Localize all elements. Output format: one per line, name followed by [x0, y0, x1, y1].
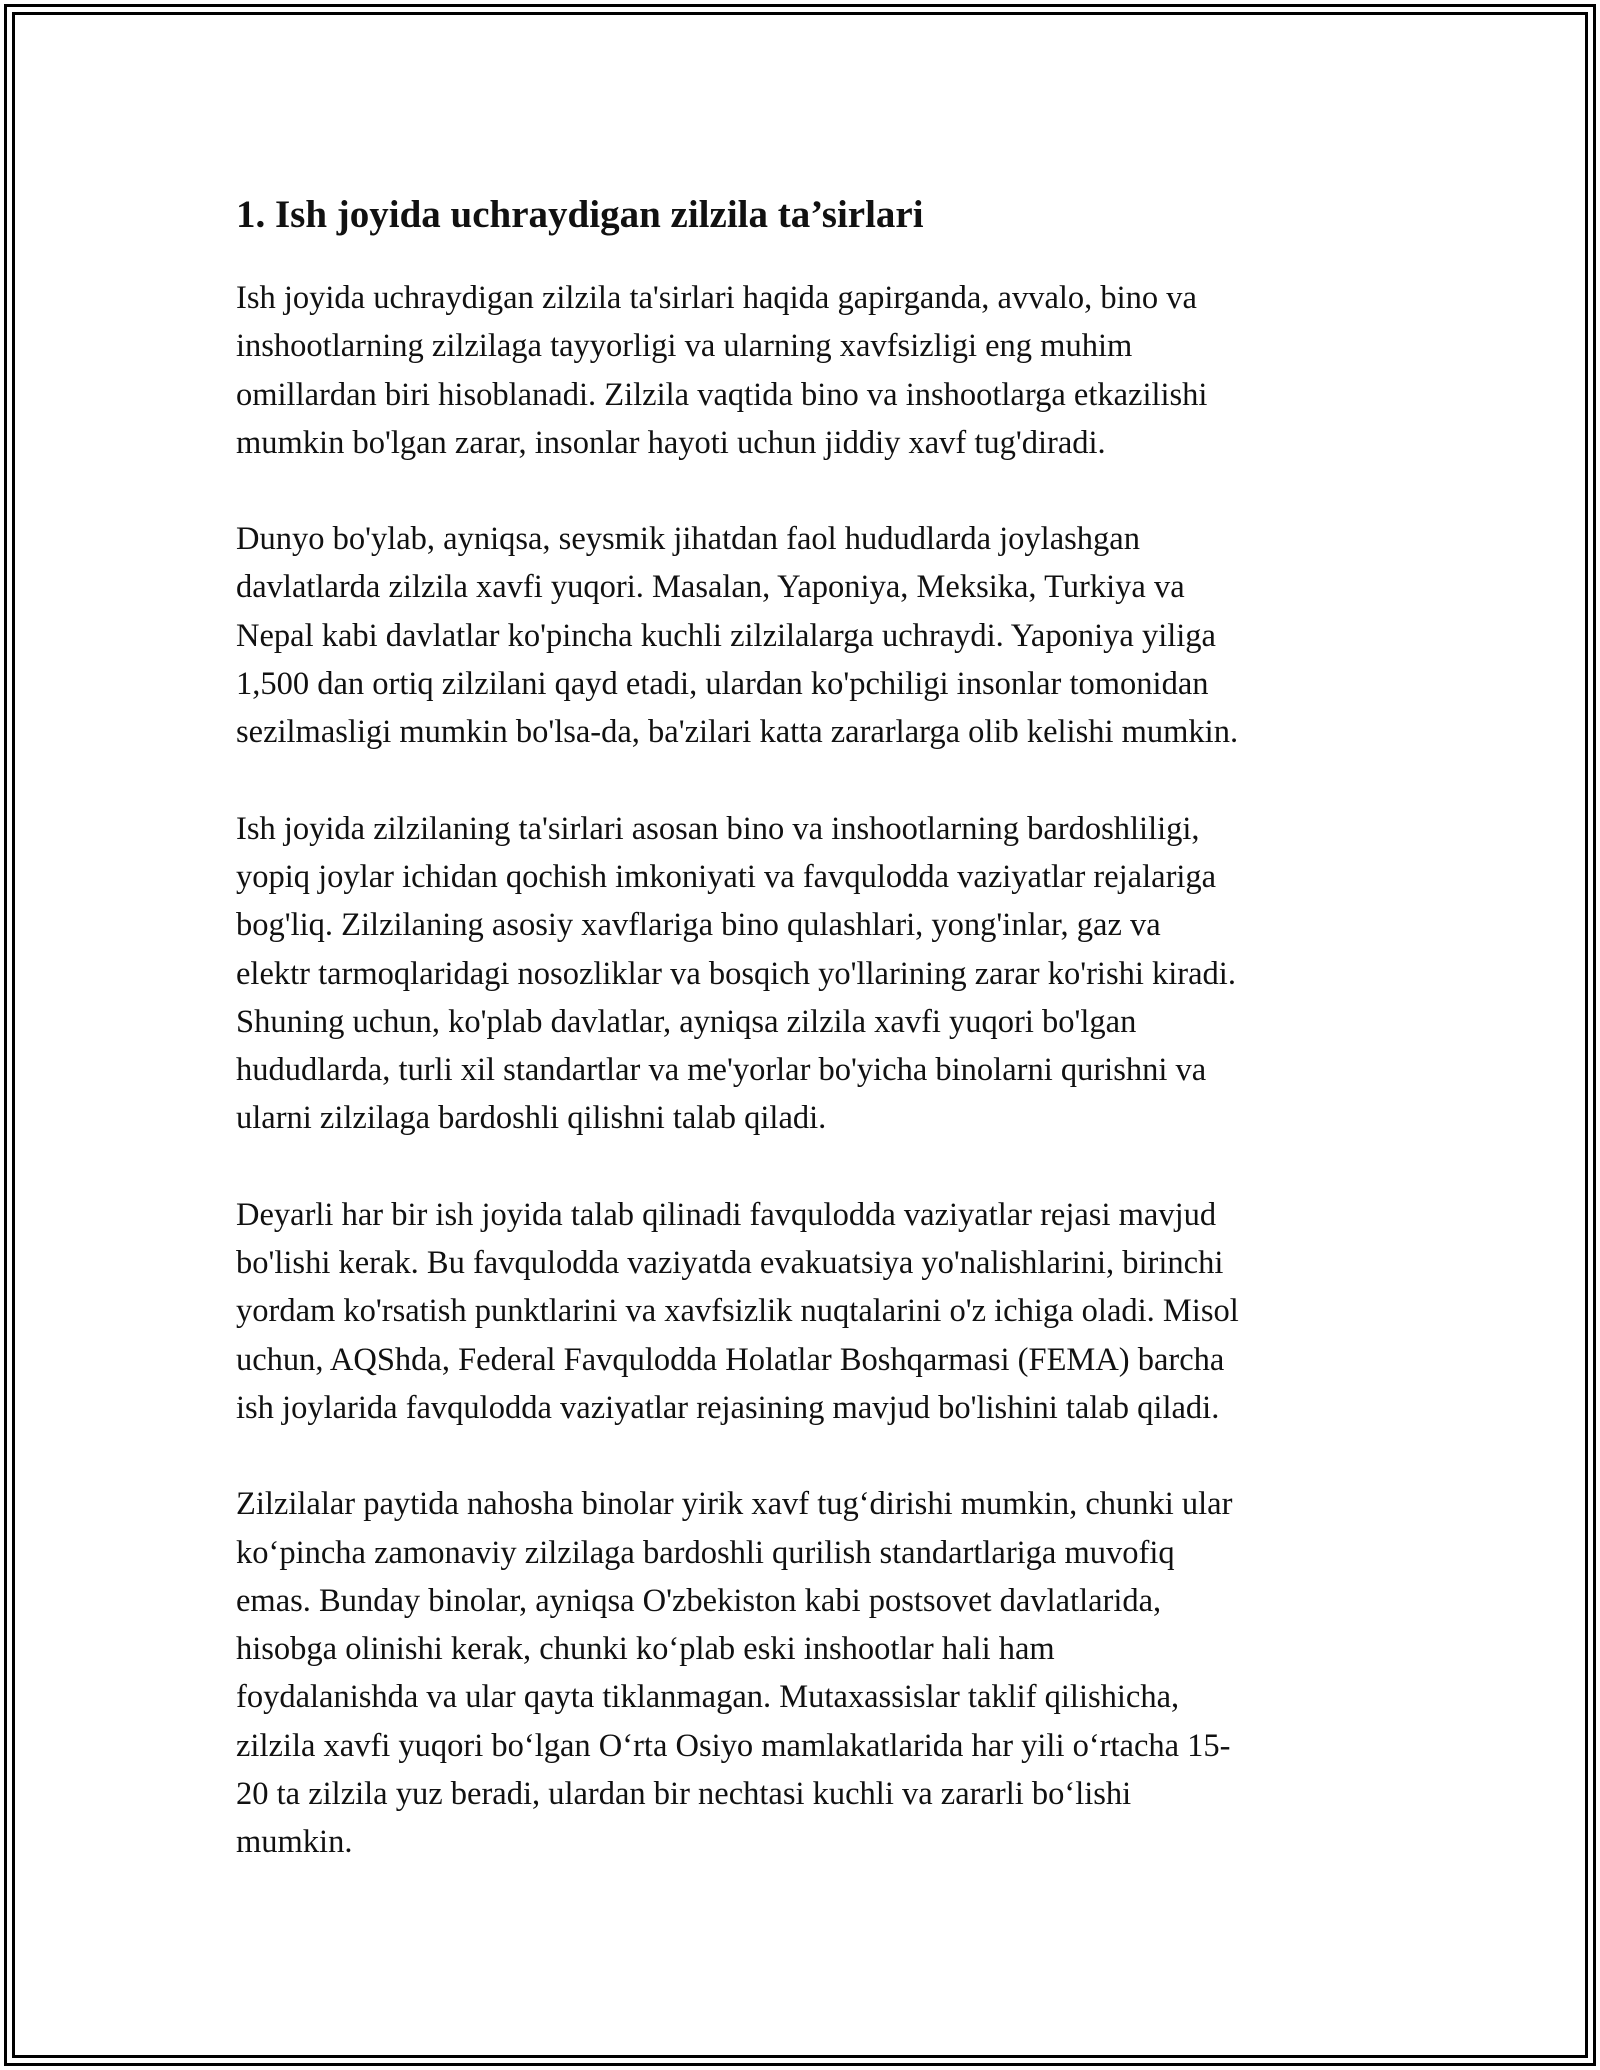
paragraph-line: Ish joyida zilzilaning ta'sirlari asosan bino va inshootlarning bardoshliligi,	[236, 810, 1200, 847]
paragraph-line: ko‘pincha zamonaviy zilzilaga bardoshli qurilish standartlariga muvofiq	[236, 1534, 1175, 1571]
paragraph-line: elektr tarmoqlaridagi nosozliklar va bosqich yo'llarining zarar ko'rishi kiradi.	[236, 955, 1236, 992]
paragraph-line: yopiq joylar ichidan qochish imkoniyati va favqulodda vaziyatlar rejalariga	[236, 858, 1217, 895]
paragraph-line: hududlarda, turli xil standartlar va me'yorlar bo'yicha binolarni qurishni va	[236, 1052, 1207, 1089]
paragraph-line: mumkin bo'lgan zarar, insonlar hayoti uchun jiddiy xavf tug'diradi.	[236, 424, 1106, 461]
paragraph-line: hisobga olinishi kerak, chunki ko‘plab eski inshootlar hali ham	[236, 1631, 1055, 1668]
section-heading: 1. Ish joyida uchraydigan zilzila ta’sirlari	[236, 193, 924, 236]
paragraph-line: Shuning uchun, ko'plab davlatlar, ayniqsa zilzila xavfi yuqori bo'lgan	[236, 1003, 1137, 1040]
paragraph-line: ularni zilzilaga bardoshli qilishni talab qiladi.	[236, 1100, 827, 1137]
paragraph-line: omillardan biri hisoblanadi. Zilzila vaqtida bino va inshootlarga etkazilishi	[236, 376, 1208, 413]
paragraph-5	[236, 1480, 1376, 1866]
paragraph-line: Ish joyida uchraydigan zilzila ta'sirlari haqida gapirganda, avvalo, bino va	[236, 280, 1197, 316]
paragraph-line: sezilmasligi mumkin bo'lsa-da, ba'zilari katta zararlarga olib kelishi mumkin.	[236, 714, 1239, 751]
paragraph-line: Zilzilalar paytida nahosha binolar yirik xavf tug‘dirishi mumkin, chunki ular	[236, 1486, 1233, 1523]
paragraph-line: davlatlarda zilzila xavfi yuqori. Masalan, Yaponiya, Meksika, Turkiya va	[236, 569, 1185, 606]
paragraph-4	[236, 1191, 1376, 1432]
paragraph-line: yordam ko'rsatish punktlarini va xavfsizlik nuqtalarini o'z ichiga oladi. Misol	[236, 1293, 1239, 1330]
paragraph-line: Nepal kabi davlatlar ko'pincha kuchli zilzilalarga uchraydi. Yaponiya yiliga	[236, 617, 1216, 654]
paragraph-1	[236, 274, 1376, 467]
paragraph-line: bog'liq. Zilzilaning asosiy xavflariga bino qulashlari, yong'inlar, gaz va	[236, 907, 1161, 944]
paragraph-line: mumkin.	[236, 1824, 353, 1861]
paragraph-line: 1,500 dan ortiq zilzilani qayd etadi, ulardan ko'pchiligi insonlar tomonidan	[236, 666, 1209, 703]
paragraph-line: 20 ta zilzila yuz beradi, ulardan bir nechtasi kuchli va zararli bo‘lishi	[236, 1776, 1132, 1813]
paragraph-line: Deyarli har bir ish joyida talab qilinadi favqulodda vaziyatlar rejasi mavjud	[236, 1196, 1217, 1233]
paragraph-line: foydalanishda va ular qayta tiklanmagan. Mutaxassislar taklif qilishicha,	[236, 1679, 1180, 1716]
paragraph-3	[236, 805, 1376, 1143]
paragraph-line: uchun, AQShda, Federal Favqulodda Holatlar Boshqarmasi (FEMA) barcha	[236, 1341, 1225, 1378]
paragraph-line: inshootlarning zilzilaga tayyorligi va ularning xavfsizligi eng muhim	[236, 328, 1133, 365]
document-body	[236, 186, 1376, 1915]
paragraph-line: emas. Bunday binolar, ayniqsa O'zbekiston kabi postsovet davlatlarida,	[236, 1582, 1162, 1619]
paragraph-line: bo'lishi kerak. Bu favqulodda vaziyatda evakuatsiya yo'nalishlarini, birinchi	[236, 1245, 1224, 1282]
paragraph-line: Dunyo bo'ylab, ayniqsa, seysmik jihatdan faol hududlarda joylashgan	[236, 521, 1140, 558]
paragraph-line: ish joylarida favqulodda vaziyatlar rejasining mavjud bo'lishini talab qiladi.	[236, 1389, 1220, 1426]
paragraph-line: zilzila xavfi yuqori bo‘lgan O‘rta Osiyo mamlakatlarida har yili o‘rtacha 15-	[236, 1727, 1231, 1764]
paragraph-2	[236, 515, 1376, 756]
